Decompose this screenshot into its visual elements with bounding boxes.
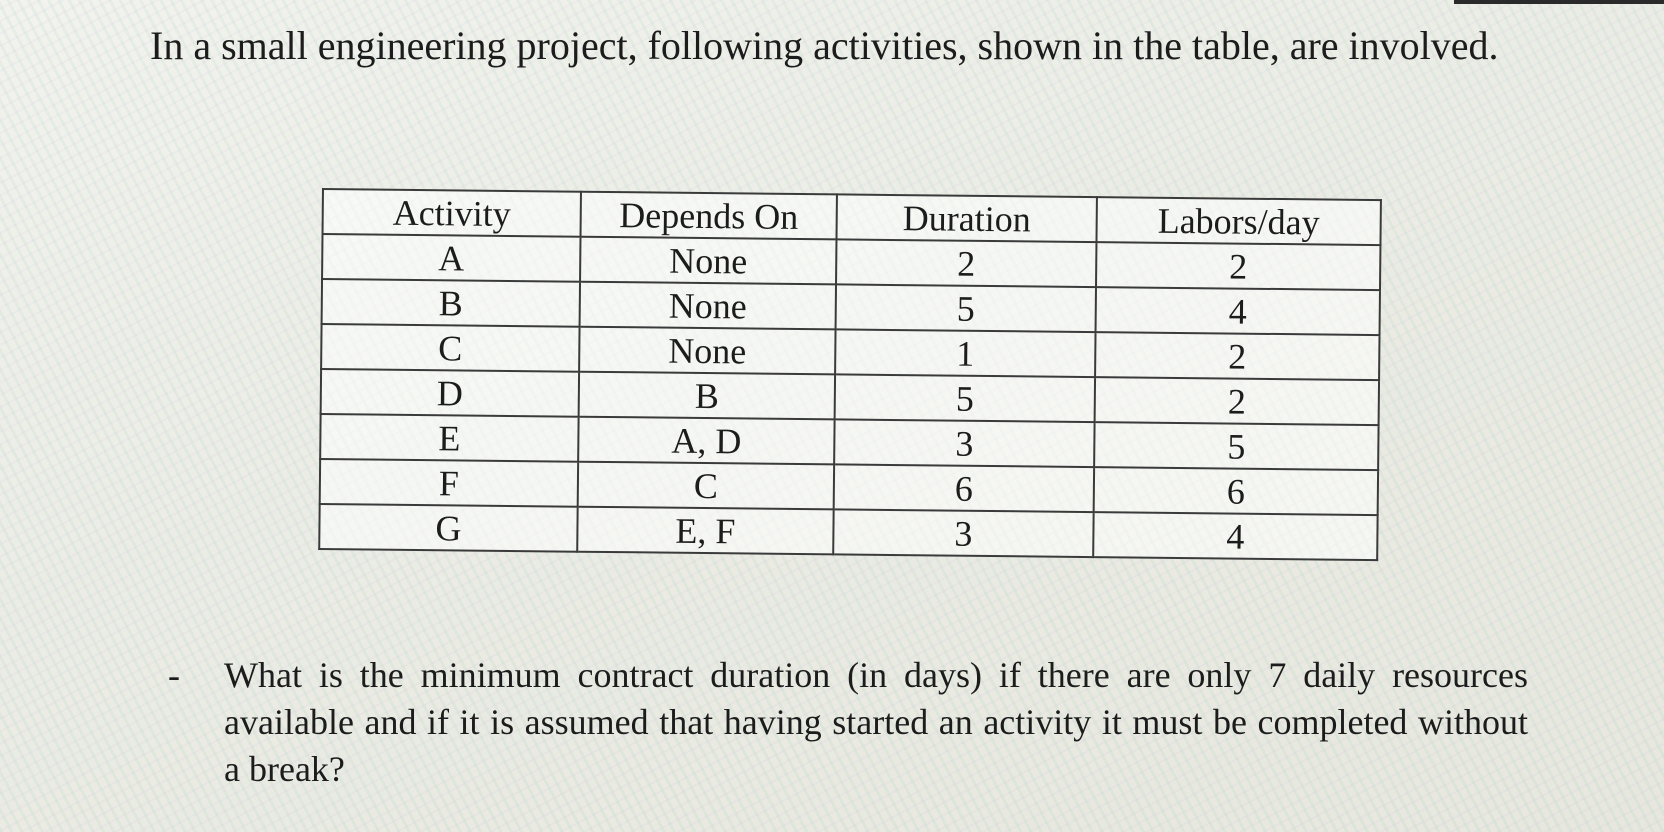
top-edge-bar: [1454, 0, 1664, 4]
cell-depends-on: None: [580, 282, 836, 330]
cell-activity: F: [320, 459, 578, 507]
cell-duration: 6: [834, 464, 1094, 512]
cell-depends-on: None: [580, 237, 836, 285]
cell-activity: B: [322, 279, 580, 327]
cell-depends-on: B: [579, 372, 835, 420]
cell-depends-on: E, F: [577, 507, 833, 555]
question-block: [168, 652, 1528, 793]
header-labors-per-day: Labors/day: [1096, 197, 1380, 245]
header-duration: Duration: [836, 194, 1096, 242]
cell-labors-per-day: 2: [1095, 332, 1379, 380]
cell-duration: 5: [835, 374, 1095, 422]
cell-duration: 3: [833, 509, 1093, 557]
cell-labors-per-day: 2: [1095, 377, 1379, 425]
cell-depends-on: C: [578, 462, 834, 510]
cell-duration: 5: [836, 284, 1096, 332]
header-depends-on: Depends On: [581, 192, 837, 240]
cell-labors-per-day: 4: [1093, 512, 1377, 560]
bullet-dash: -: [168, 655, 180, 695]
cell-labors-per-day: 4: [1096, 287, 1380, 335]
cell-duration: 3: [834, 419, 1094, 467]
cell-labors-per-day: 6: [1094, 467, 1378, 515]
cell-duration: 2: [836, 239, 1096, 287]
cell-labors-per-day: 5: [1094, 422, 1378, 470]
intro-paragraph: In a small engineering project, following activities, shown in the table, are involved.: [150, 23, 1499, 68]
cell-duration: 1: [835, 329, 1095, 377]
cell-activity: C: [321, 324, 579, 372]
cell-activity: G: [319, 504, 577, 552]
activity-table: [318, 188, 1382, 561]
activity-table-container: [318, 188, 1382, 561]
cell-labors-per-day: 2: [1096, 242, 1380, 290]
cell-depends-on: A, D: [578, 417, 834, 465]
cell-activity: A: [322, 234, 580, 282]
header-activity: Activity: [323, 189, 581, 237]
cell-depends-on: None: [579, 327, 835, 375]
question-text: What is the minimum contract duration (in days) if there are only 7 daily resources available and if it is assumed that having started an activity it must be completed without a break?: [224, 655, 1528, 789]
cell-activity: E: [320, 414, 578, 462]
cell-activity: D: [321, 369, 579, 417]
